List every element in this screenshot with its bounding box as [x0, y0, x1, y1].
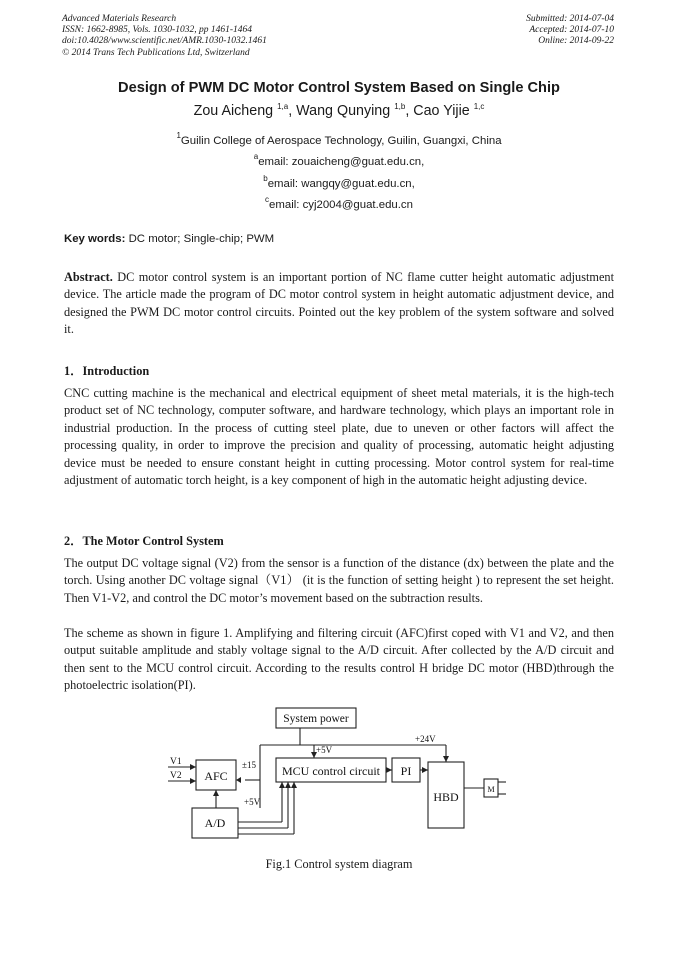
arrowhead: [213, 790, 219, 796]
motor-control-paragraph-2: The scheme as shown in figure 1. Amplifying and filtering circuit (AFC)first coped with V1 and V2, and then output suitable amplitude and stably voltage signal to the A/D circuit. After collected by the A/D circuit and then sent to the MCU control circuit. According to the results control H bridge DC motor (HBD)through the photoelectric isolation(PI).: [64, 626, 614, 693]
affiliation: [0, 131, 678, 147]
v2-label: V2: [170, 771, 182, 781]
paper-title: Design of PWM DC Motor Control System Based on Single Chip: [118, 80, 560, 96]
affiliation-sup: 1: [176, 131, 181, 140]
author-name: Cao Yijie: [413, 103, 470, 119]
ad-label: A/D: [204, 816, 226, 830]
abstract-label: Abstract.: [64, 270, 113, 284]
email-sup: c: [265, 195, 270, 204]
hbd-label: HBD: [433, 790, 459, 804]
abstract: [64, 269, 614, 339]
abstract-text: DC motor control system is an important portion of NC flame cutter height automatic adjustment device. The article made the program of DC motor control system in height automatic adjustment device, and designed the PWM DC motor control circuits. Pointed out the key problem of the system software and solved it.: [64, 270, 614, 337]
section-heading-introduction: 1．Introduction: [64, 364, 150, 378]
author-name: Wang Qunying: [296, 103, 391, 119]
afc-label: AFC: [204, 769, 228, 783]
date-accepted: Accepted: 2014-07-10: [529, 25, 614, 36]
affiliation-text: Guilin College of Aerospace Technology, Guilin, Guangxi, China: [180, 135, 502, 147]
author-list: Zou Aicheng $^{1,a}$, Wang Qunying $^{1,b}$, Cao Yijie $^{1,c}$: [193, 102, 485, 119]
author-sup: 1,c: [473, 102, 485, 111]
email-line: [0, 152, 678, 168]
author-sup: 1,b: [394, 102, 406, 111]
keywords-label: Key words:: [64, 233, 126, 245]
motor-control-paragraph-1: The output DC voltage signal (V2) from the sensor is a function of the distance (dx) between the plate and the torch. Using another DC voltage signal（V1） (it is the function of setting height ) to represent the set height. Then V1-V2, and control the DC motor’s movement based on the subtraction results.: [64, 556, 614, 605]
section-heading-motor-control: 2．The Motor Control System: [64, 534, 224, 548]
figure-caption: Fig.1 Control system diagram: [265, 857, 413, 871]
journal-header-right: [526, 14, 614, 48]
system-power-label: System power: [283, 713, 349, 725]
journal-header-left: [62, 14, 267, 59]
arrowhead: [190, 778, 196, 784]
arrowhead: [443, 756, 449, 762]
date-online: Online: 2014-09-22: [538, 36, 614, 47]
mcu-label: MCU control circuit: [282, 764, 380, 778]
introduction-paragraph: CNC cutting machine is the mechanical and electrical equipment of sheet metal materials, it is the high-tech product set of NC technology, computer software, and hardware technology, which plays an important role in industrial production. In the process of cutting steel plate, due to uneven or other factors will affect the processing quality, in order to improve the precision and quality of processing, automatic height adjusting device must be needed to ensure constant height in cutting processing. Motor control system for real-time adjustment of automatic torch height, is a key component of high in the automatic height adjusting device.: [64, 386, 614, 488]
email-text: email: zouaicheng@guat.edu.cn,: [258, 156, 425, 168]
plus5v-mcu-label: +5V: [316, 745, 333, 755]
arrowhead: [422, 767, 428, 773]
arrowhead: [279, 782, 285, 788]
pm15-label: ±15: [242, 760, 256, 770]
v1-label: V1: [170, 757, 182, 767]
arrowhead: [291, 782, 297, 788]
email-sup: a: [253, 152, 259, 161]
email-text: email: cyj2004@guat.edu.cn: [269, 199, 413, 211]
email-line: [0, 174, 678, 190]
author-sup: 1,a: [277, 102, 289, 111]
author-name: Zou Aicheng: [193, 103, 274, 119]
pi-label: PI: [400, 764, 412, 778]
arrowhead: [386, 767, 392, 773]
email-text: email: wangqy@guat.edu.cn,: [267, 178, 415, 190]
arrowhead: [236, 777, 241, 783]
email-sup: b: [263, 174, 268, 183]
motor-label: M: [487, 785, 495, 794]
plus5v-ad-label: +5V: [244, 797, 261, 807]
keywords-text: DC motor; Single-chip; PWM: [128, 233, 275, 245]
journal-doi: doi:10.4028/www.scientific.net/AMR.1030-1032.1461: [62, 36, 267, 47]
keywords: [64, 233, 274, 245]
arrowhead: [285, 782, 291, 788]
journal-issn: ISSN: 1662-8985, Vols. 1030-1032, pp 1461-1464: [62, 25, 252, 36]
plus24v-label: +24V: [415, 734, 436, 744]
journal-name: Advanced Materials Research: [62, 14, 177, 24]
control-system-diagram: [160, 700, 530, 845]
date-submitted: Submitted: 2014-07-04: [526, 14, 614, 24]
email-line: [0, 195, 678, 211]
journal-copyright: © 2014 Trans Tech Publications Ltd, Switzerland: [62, 47, 250, 58]
arrowhead: [190, 764, 196, 770]
